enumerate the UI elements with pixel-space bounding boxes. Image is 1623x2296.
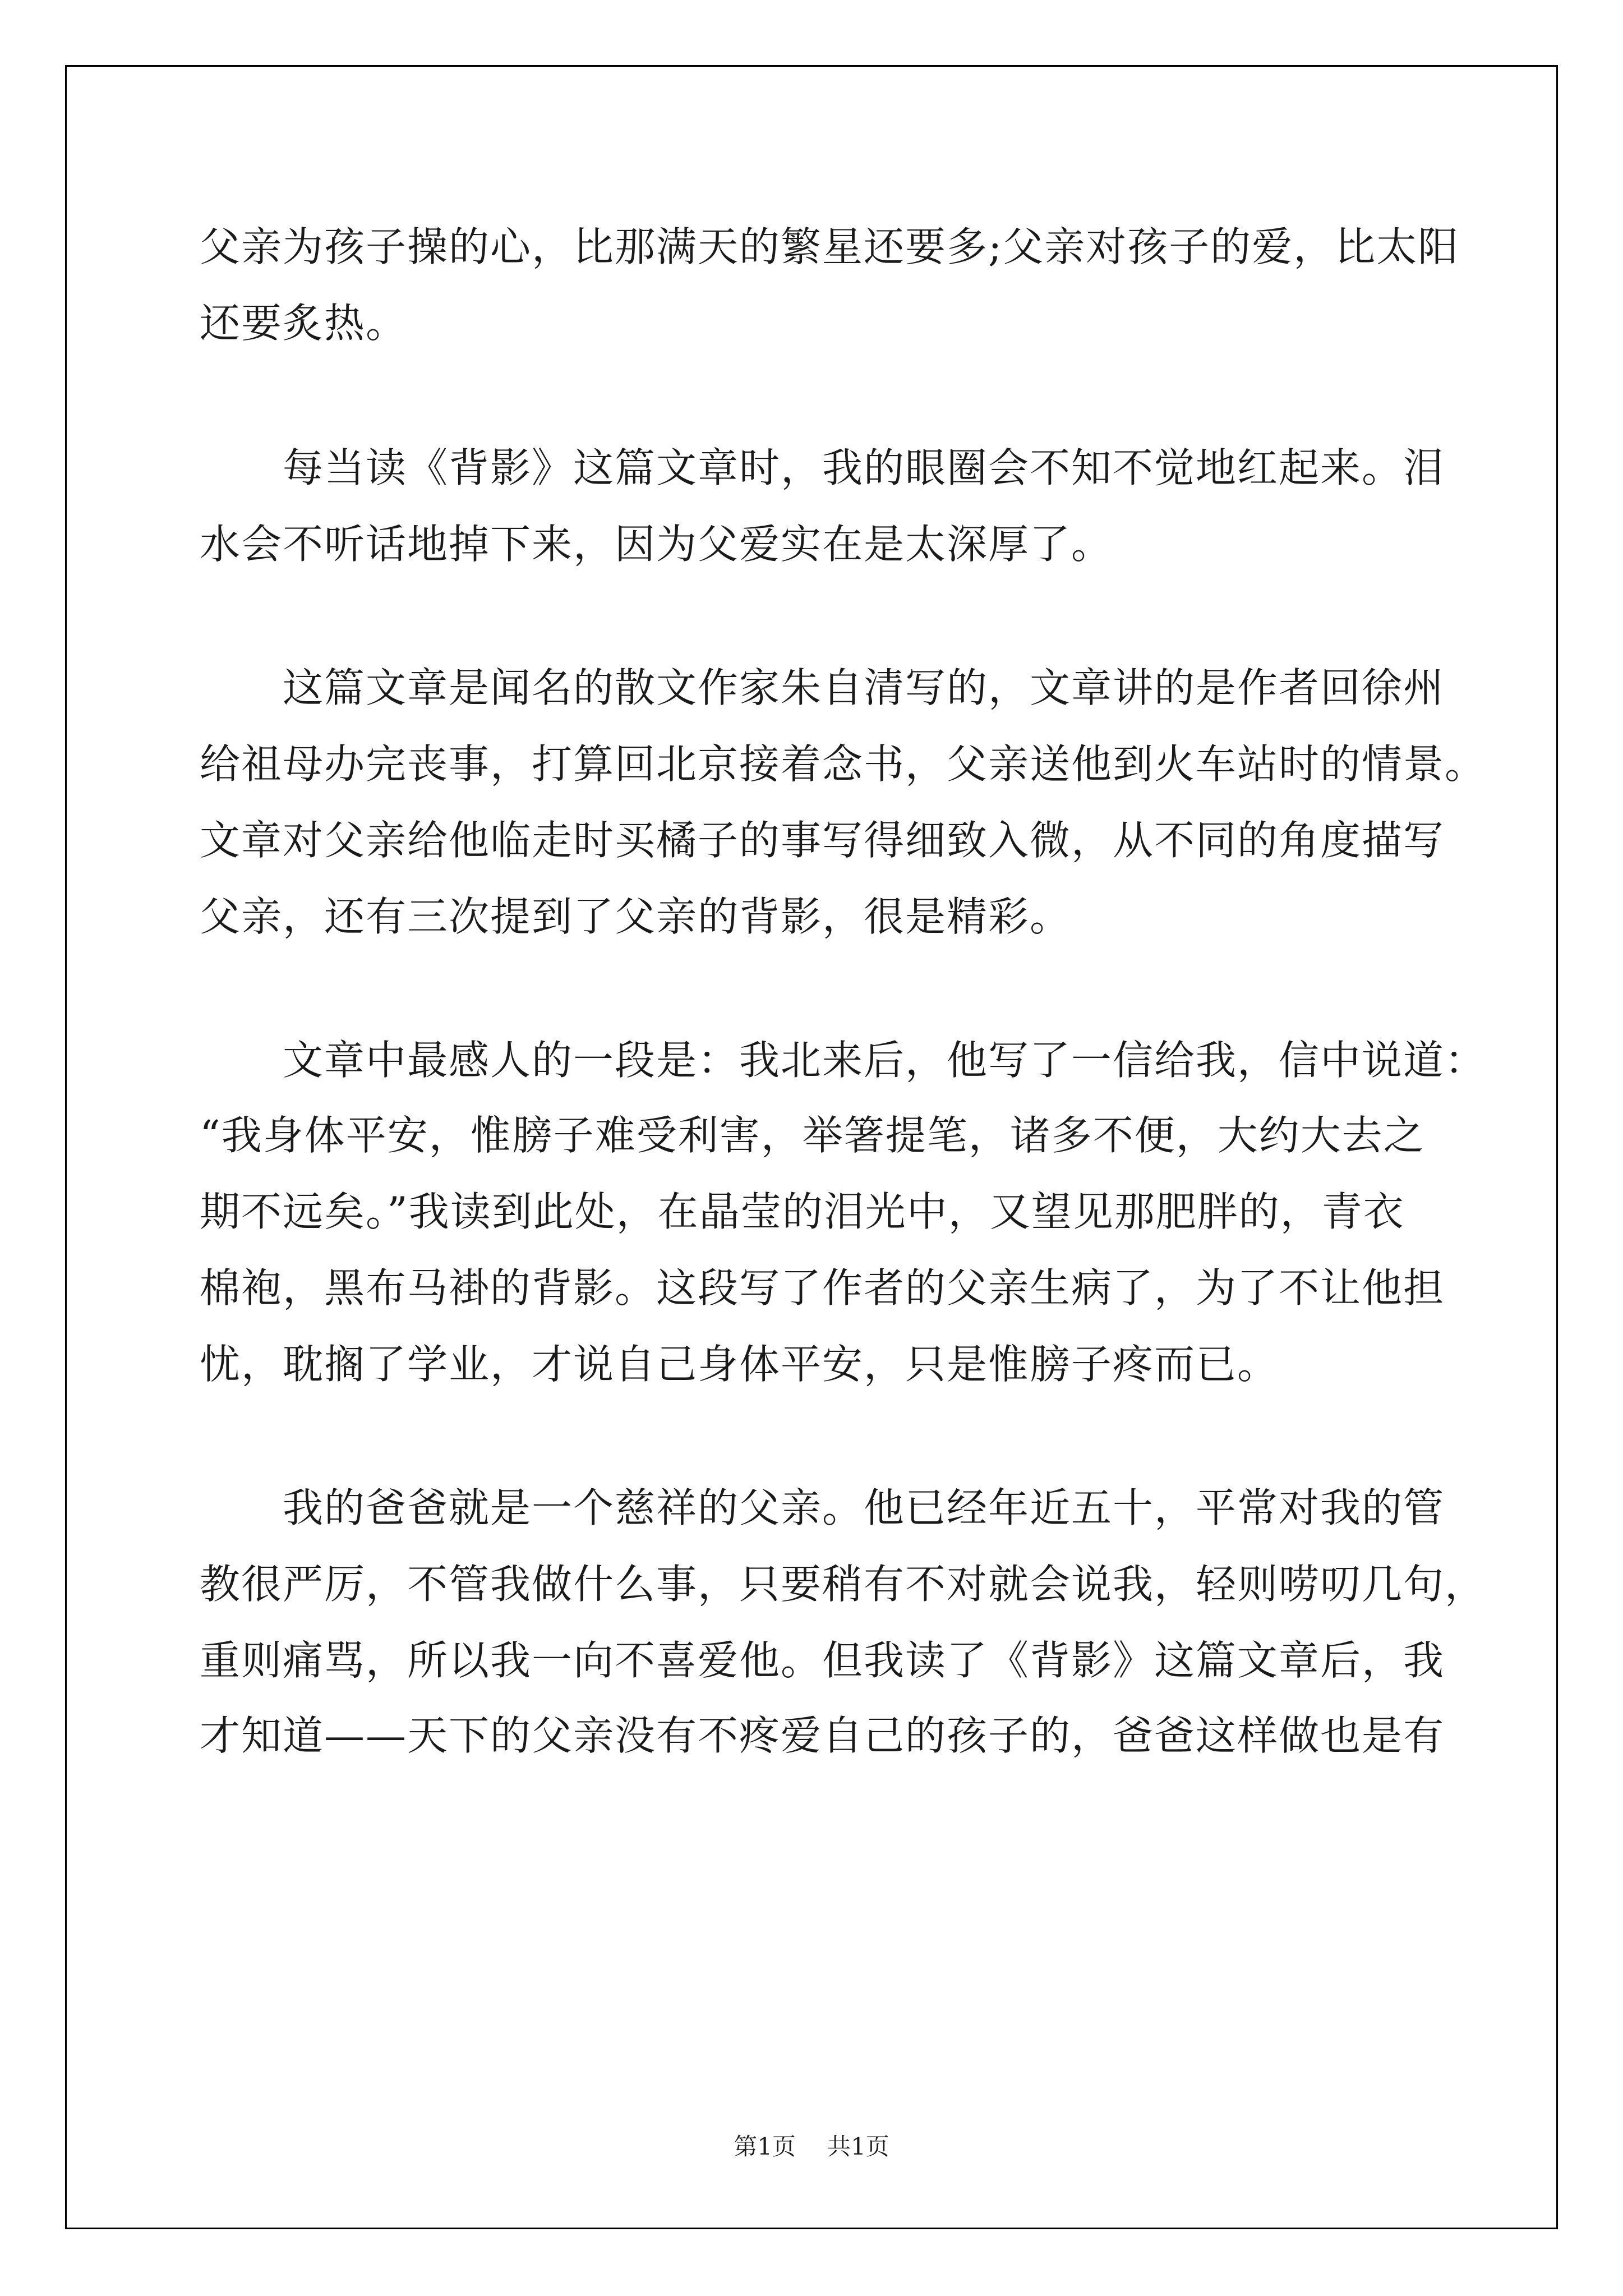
page-footer (0, 2135, 1623, 2159)
text-line: 才知道——天下的父亲没有不疼爱自己的孩子的，爸爸这样做也是有 (200, 1712, 1445, 1759)
page-number: 第1页 (734, 2133, 796, 2160)
text-line: 父亲，还有三次提到了父亲的背影，很是精彩。 (200, 893, 1072, 940)
text-line: “我身体平安，惟膀子难受利害，举箸提笔，诸多不便，大约大去之 (200, 1112, 1425, 1159)
text-line: 水会不听话地掉下来，因为父爱实在是太深厚了。 (200, 521, 1113, 568)
text-line: 我的爸爸就是一个慈祥的父亲。他已经年近五十，平常对我的管 (200, 1484, 1445, 1531)
text-line: 教很严厉，不管我做什么事，只要稍有不对就会说我，轻则唠叨几句， (200, 1561, 1487, 1608)
text-line: 文章中最感人的一段是：我北来后，他写了一信给我，信中说道： (200, 1037, 1487, 1084)
text-line: 忧，耽搁了学业，才说自己身体平安，只是惟膀子疼而已。 (200, 1341, 1279, 1388)
text-line: 棉袍，黑布马褂的背影。这段写了作者的父亲生病了，为了不让他担 (200, 1264, 1445, 1312)
page-total: 共1页 (827, 2133, 889, 2160)
text-line: 父亲为孩子操的心，比那满天的繁星还要多;父亲对孩子的爱，比太阳 (200, 223, 1460, 270)
text-line: 还要炙热。 (200, 300, 408, 347)
text-line: 文章对父亲给他临走时买橘子的事写得细致入微，从不同的角度描写 (200, 817, 1445, 864)
text-line: 给祖母办完丧事，打算回北京接着念书，父亲送他到火车站时的情景。 (200, 740, 1487, 788)
text-line: 这篇文章是闻名的散文作家朱自清写的，文章讲的是作者回徐州 (200, 664, 1445, 711)
text-line: 每当读《背影》这篇文章时，我的眼圈会不知不觉地红起来。泪 (200, 444, 1445, 491)
text-line: 期不远矣。”我读到此处，在晶莹的泪光中，又望见那肥胖的，青衣 (200, 1188, 1405, 1235)
text-line: 重则痛骂，所以我一向不喜爱他。但我读了《背影》这篇文章后，我 (200, 1637, 1445, 1684)
